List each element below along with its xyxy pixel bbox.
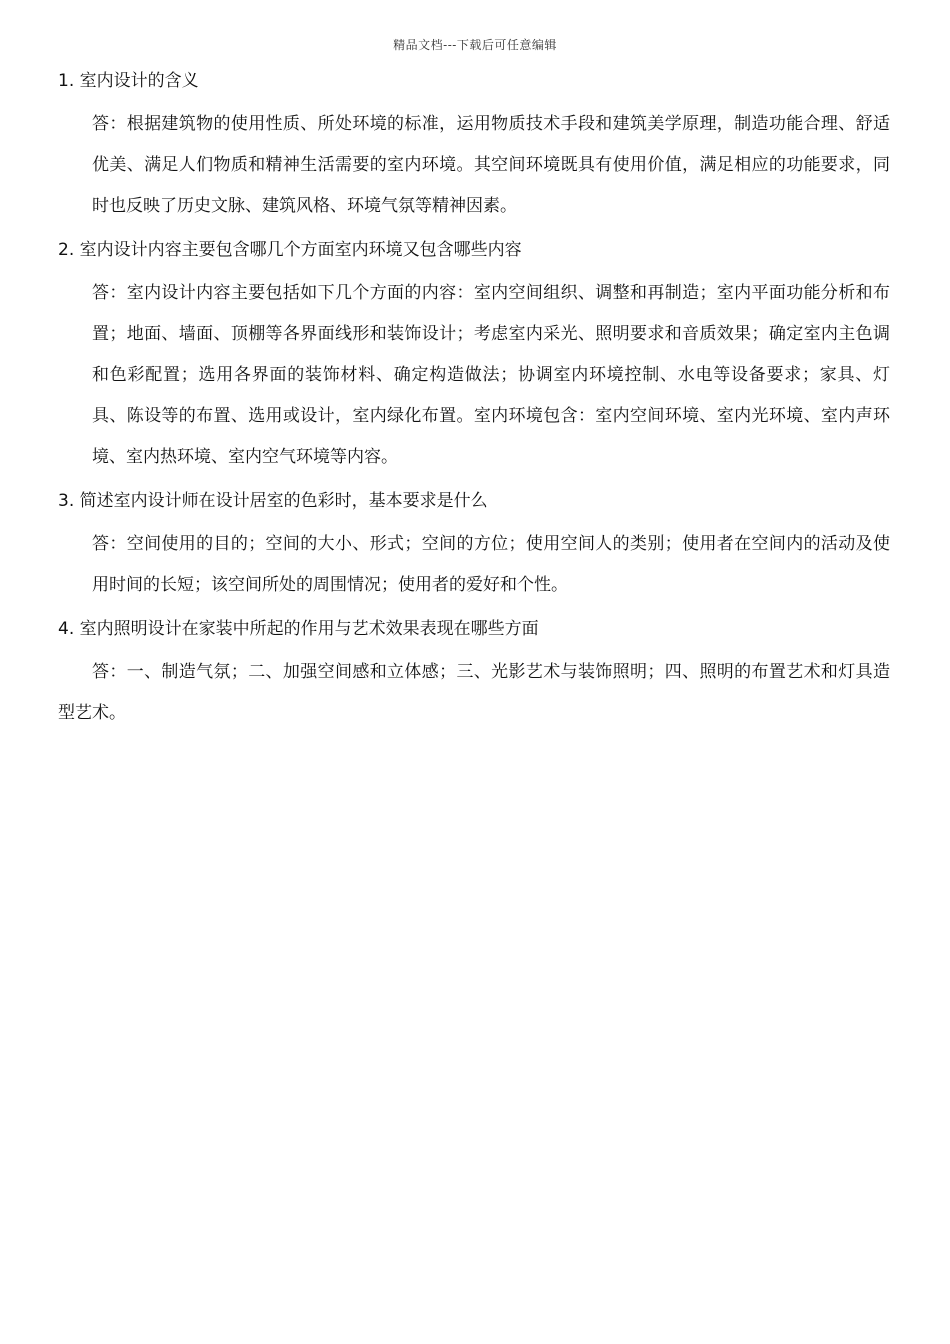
qa-content <box>58 66 890 742</box>
answer-4: 答：一、制造气氛；二、加强空间感和立体感；三、光影艺术与装饰照明；四、照明的布置艺术和灯具造型艺术。 <box>58 662 890 723</box>
question-4: 4. 室内照明设计在家装中所起的作用与艺术效果表现在哪些方面 <box>58 619 539 639</box>
question-1: 1. 室内设计的含义 <box>58 71 199 91</box>
answer-1: 答：根据建筑物的使用性质、所处环境的标准，运用物质技术手段和建筑美学原理，制造功能合理、舒适优美、满足人们物质和精神生活需要的室内环境。其空间环境既具有使用价值，满足相应的功能要求，同时也反映了历史文脉、建筑风格、环境气氛等精神因素。 <box>92 114 890 216</box>
question-3: 3. 简述室内设计师在设计居室的色彩时，基本要求是什么 <box>58 491 488 511</box>
answer-3: 答：空间使用的目的；空间的大小、形式；空间的方位；使用空间人的类别；使用者在空间内的活动及使用时间的长短；该空间所处的周围情况；使用者的爱好和个性。 <box>92 534 890 595</box>
page-header: 精品文档---下载后可任意编辑 <box>393 38 557 52</box>
answer-2: 答：室内设计内容主要包括如下几个方面的内容：室内空间组织、调整和再制造；室内平面功能分析和布置；地面、墙面、顶棚等各界面线形和装饰设计；考虑室内采光、照明要求和音质效果；确定室内主色调和色彩配置；选用各界面的装饰材料、确定构造做法；协调室内环境控制、水电等设备要求；家具、灯具、陈设等的布置、选用或设计，室内绿化布置。室内环境包含：室内空间环境、室内光环境、室内声环境、室内热环境、室内空气环境等内容。 <box>92 283 890 467</box>
question-2: 2. 室内设计内容主要包含哪几个方面室内环境又包含哪些内容 <box>58 240 522 260</box>
